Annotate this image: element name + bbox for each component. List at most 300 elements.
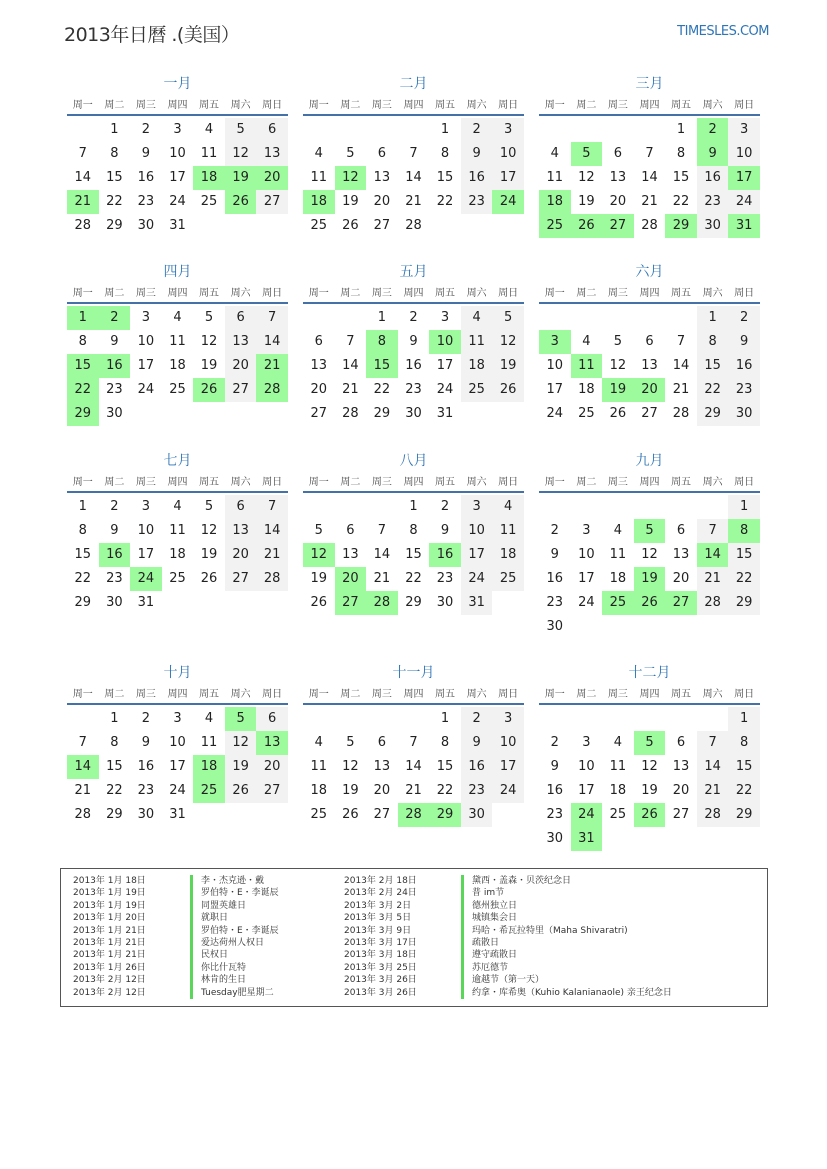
day-cell: 28 [641,218,658,233]
day-cell: 20 [225,543,257,567]
legend-holiday-name: 遵守疏散日 [461,949,517,961]
day-cell: 7 [346,334,355,349]
day-cell: 31 [461,591,493,615]
day-cell: 15 [405,547,422,562]
day-cell: 28 [74,807,92,822]
day-cell: 3 [461,495,493,519]
weekday-label: 周四 [639,288,660,299]
day-cell: 16 [405,358,422,373]
day-cell: 6 [256,707,288,731]
day-cell: 6 [613,146,623,161]
holiday-day-cell: 8 [728,519,760,543]
holiday-day-cell: 20 [634,378,666,402]
day-cell: 9 [141,735,151,750]
weekday-label: 周一 [544,100,565,111]
month-3 [539,72,760,238]
day-cell: 8 [697,330,729,354]
weekday-label: 周日 [262,689,283,700]
weekday-label: 周五 [199,689,220,700]
day-cell: 26 [492,378,524,402]
day-cell: 19 [492,354,524,378]
empty-cell [303,118,335,142]
weekday-label: 周三 [135,477,156,488]
weekday-label: 周一 [308,100,329,111]
day-cell: 2 [141,122,151,137]
day-cell: 31 [436,406,454,421]
day-cell: 11 [461,330,493,354]
day-cell: 29 [405,595,422,610]
day-cell: 11 [310,170,328,185]
day-cell: 13 [225,330,257,354]
empty-cell [665,306,697,330]
holiday-day-cell: 1 [67,306,99,330]
day-cell: 12 [492,330,524,354]
day-cell: 22 [436,783,454,798]
day-cell: 27 [225,567,257,591]
legend-holiday-name: 德州独立日 [461,900,517,912]
legend-date: 2013年 3月 25日 [344,962,417,973]
day-cell: 27 [672,807,690,822]
holiday-day-cell: 27 [602,214,634,238]
holiday-day-cell: 28 [366,591,398,615]
weekday-header [303,685,524,705]
day-cell: 25 [492,567,524,591]
day-cell: 5 [346,735,355,750]
day-cell: 23 [106,571,123,586]
day-cell: 22 [74,571,92,586]
day-cell: 7 [645,146,654,161]
day-cell: 10 [578,547,595,562]
brand-link[interactable]: TIMESLES.COM [677,24,769,39]
holiday-day-cell: 5 [571,142,603,166]
day-cell: 2 [440,499,450,514]
holiday-day-cell: 26 [634,803,666,827]
day-cell: 3 [141,499,151,514]
day-cell: 12 [342,759,359,774]
weekday-label: 周二 [104,689,125,700]
day-cell: 23 [461,779,493,803]
day-cell: 6 [314,334,323,349]
day-cell: 10 [546,358,564,373]
weekday-label: 周六 [702,689,723,700]
day-cell: 24 [546,406,564,421]
weekday-label: 周六 [230,477,251,488]
weekday-label: 周三 [371,100,392,111]
weekday-header [303,284,524,304]
day-cell: 27 [225,378,257,402]
weekday-label: 周二 [340,689,361,700]
day-cell: 2 [461,707,493,731]
legend-date: 2013年 1月 21日 [73,937,146,948]
weekday-label: 周一 [72,288,93,299]
day-cell: 24 [461,567,493,591]
day-cell: 10 [492,731,524,755]
day-cell: 5 [225,118,257,142]
day-cell: 24 [137,382,155,397]
day-cell: 19 [310,571,328,586]
legend-holiday-name: 玛哈・希瓦拉特里（Maha Shivaratri) [461,925,628,937]
day-cell: 26 [342,807,359,822]
day-cell: 11 [200,735,218,750]
day-cell: 15 [436,759,454,774]
day-cell: 23 [461,190,493,214]
day-cell: 3 [582,735,591,750]
day-cell: 7 [409,146,418,161]
day-cell: 4 [204,122,214,137]
empty-cell [67,707,99,731]
month-title: 一月 [163,76,192,92]
empty-cell [571,306,603,330]
day-cell: 12 [225,142,257,166]
day-cell: 5 [314,523,323,538]
weekday-label: 周二 [340,100,361,111]
day-cell: 6 [645,334,654,349]
day-cell: 9 [461,731,493,755]
holiday-day-cell: 15 [67,354,99,378]
day-cell: 17 [461,543,493,567]
legend-date: 2013年 3月 17日 [344,937,417,948]
day-cell: 10 [169,735,186,750]
day-cell: 27 [373,218,391,233]
holiday-day-cell: 18 [539,190,571,214]
holiday-day-cell: 21 [256,354,288,378]
legend-date: 2013年 2月 12日 [73,975,146,986]
weekday-label: 周五 [435,689,456,700]
weekday-label: 周五 [199,288,220,299]
day-grid [67,707,288,827]
day-cell: 22 [106,783,123,798]
holiday-day-cell: 19 [602,378,634,402]
day-cell: 1 [78,499,87,514]
day-cell: 12 [200,523,218,538]
day-cell: 27 [373,807,391,822]
weekday-label: 周二 [104,100,125,111]
day-cell: 4 [613,523,623,538]
holiday-day-cell: 19 [634,567,666,591]
day-cell: 17 [578,571,595,586]
day-cell: 21 [373,571,391,586]
day-cell: 24 [728,190,760,214]
month-1 [67,72,288,238]
weekday-label: 周日 [498,477,519,488]
month-6 [539,260,760,426]
weekday-label: 周六 [466,100,487,111]
day-cell: 14 [373,547,391,562]
day-cell: 21 [256,543,288,567]
weekday-label: 周一 [308,477,329,488]
holiday-day-cell: 29 [429,803,461,827]
day-cell: 6 [377,146,387,161]
weekday-label: 周四 [167,477,188,488]
holiday-day-cell: 21 [67,190,99,214]
day-cell: 1 [676,122,686,137]
holiday-day-cell: 25 [193,779,225,803]
day-cell: 12 [225,731,257,755]
month-title: 五月 [399,264,428,280]
day-cell: 19 [225,755,257,779]
month-title: 四月 [163,264,192,280]
day-cell: 15 [697,354,729,378]
holiday-day-cell: 20 [335,567,367,591]
day-cell: 24 [169,194,186,209]
day-cell: 11 [310,759,328,774]
day-cell: 21 [405,194,422,209]
weekday-label: 周五 [671,288,692,299]
day-cell: 21 [405,783,422,798]
weekday-label: 周五 [435,100,456,111]
day-cell: 28 [405,218,422,233]
day-cell: 9 [110,523,119,538]
legend-date: 2013年 2月 18日 [344,876,417,886]
weekday-label: 周二 [104,288,125,299]
holiday-day-cell: 16 [99,354,131,378]
legend-date: 2013年 1月 18日 [73,876,146,886]
holiday-day-cell: 29 [67,402,99,426]
day-cell: 6 [225,495,257,519]
day-cell: 20 [225,354,257,378]
weekday-label: 周三 [371,689,392,700]
legend-holiday-name: 罗伯特・E・李诞辰 [190,887,279,899]
empty-cell [335,495,367,519]
day-cell: 22 [728,567,760,591]
day-cell: 17 [169,170,186,185]
day-cell: 13 [225,519,257,543]
day-cell: 6 [676,735,686,750]
day-cell: 2 [409,310,418,325]
day-cell: 5 [492,306,524,330]
empty-cell [697,707,729,731]
holiday-day-cell: 12 [335,166,367,190]
day-cell: 10 [578,759,595,774]
day-cell: 13 [609,170,627,185]
empty-cell [539,707,571,731]
empty-cell [602,306,634,330]
day-cell: 8 [440,146,450,161]
weekday-label: 周一 [72,477,93,488]
day-cell: 24 [578,595,595,610]
day-cell: 1 [377,310,387,325]
day-cell: 7 [78,735,87,750]
day-cell: 24 [169,783,186,798]
empty-cell [665,707,697,731]
legend-holiday-name: 民权日 [190,949,228,961]
day-cell: 10 [461,519,493,543]
holiday-day-cell: 18 [193,755,225,779]
day-cell: 22 [697,378,729,402]
day-cell: 30 [106,595,123,610]
day-cell: 13 [342,547,359,562]
day-cell: 30 [728,402,760,426]
holiday-day-cell: 15 [366,354,398,378]
day-cell: 8 [409,523,418,538]
empty-cell [602,118,634,142]
day-cell: 3 [728,118,760,142]
day-cell: 15 [74,547,92,562]
day-cell: 24 [436,382,454,397]
day-cell: 14 [672,358,690,373]
holiday-legend [60,868,768,1007]
holiday-day-cell: 3 [539,330,571,354]
legend-holiday-name: Tuesday肥星期二 [190,987,274,999]
legend-date: 2013年 1月 19日 [73,888,146,899]
day-cell: 9 [141,146,151,161]
day-cell: 12 [609,358,627,373]
legend-date: 2013年 3月 26日 [344,975,417,986]
day-cell: 3 [492,118,524,142]
empty-cell [335,306,367,330]
legend-date: 2013年 3月 18日 [344,950,417,961]
weekday-label: 周二 [576,689,597,700]
weekday-label: 周三 [607,689,628,700]
day-cell: 1 [440,711,450,726]
weekday-header [67,96,288,116]
day-grid [67,306,288,426]
day-cell: 7 [676,334,686,349]
day-cell: 8 [110,735,119,750]
day-cell: 6 [676,523,686,538]
weekday-label: 周四 [639,689,660,700]
weekday-label: 周五 [671,477,692,488]
legend-holiday-name: 疏散日 [461,937,499,949]
empty-cell [602,707,634,731]
holiday-day-cell: 26 [634,591,666,615]
holiday-day-cell: 10 [429,330,461,354]
day-cell: 4 [314,146,323,161]
day-cell: 31 [169,807,186,822]
day-cell: 12 [641,759,658,774]
holiday-day-cell: 9 [697,142,729,166]
day-cell: 18 [578,382,595,397]
holiday-day-cell: 26 [571,214,603,238]
empty-cell [539,495,571,519]
weekday-header [539,284,760,304]
day-cell: 19 [200,358,218,373]
day-cell: 18 [169,547,186,562]
day-cell: 5 [204,310,214,325]
holiday-day-cell: 13 [256,731,288,755]
day-cell: 14 [74,170,92,185]
empty-cell [539,306,571,330]
empty-cell [398,118,430,142]
weekday-label: 周三 [135,689,156,700]
weekday-label: 周四 [639,477,660,488]
day-cell: 28 [672,406,690,421]
day-cell: 9 [728,330,760,354]
day-cell: 26 [225,779,257,803]
day-cell: 9 [550,547,559,562]
day-cell: 23 [137,783,155,798]
day-cell: 14 [697,755,729,779]
day-cell: 16 [697,166,729,190]
holiday-day-cell: 2 [697,118,729,142]
day-cell: 12 [578,170,595,185]
day-cell: 9 [440,523,450,538]
day-cell: 11 [169,523,186,538]
day-cell: 29 [697,402,729,426]
day-cell: 30 [546,831,564,846]
day-cell: 11 [609,759,627,774]
weekday-label: 周六 [230,288,251,299]
day-cell: 11 [200,146,218,161]
day-cell: 8 [676,146,686,161]
day-cell: 7 [697,519,729,543]
day-cell: 31 [169,218,186,233]
holiday-day-cell: 24 [571,803,603,827]
weekday-label: 周一 [308,689,329,700]
holiday-day-cell: 16 [429,543,461,567]
day-cell: 10 [137,523,155,538]
day-grid [67,495,288,615]
day-cell: 4 [204,711,214,726]
day-cell: 18 [461,354,493,378]
month-title: 十一月 [392,665,435,681]
legend-date: 2013年 3月 5日 [344,913,412,924]
day-cell: 27 [641,406,658,421]
day-cell: 30 [137,807,155,822]
day-grid [303,306,524,426]
weekday-label: 周二 [340,477,361,488]
day-cell: 18 [492,543,524,567]
day-grid [303,118,524,238]
weekday-label: 周一 [72,689,93,700]
month-title: 十月 [163,665,192,681]
day-cell: 17 [492,755,524,779]
legend-date: 2013年 1月 21日 [73,950,146,961]
legend-date: 2013年 3月 2日 [344,900,412,911]
holiday-day-cell: 28 [398,803,430,827]
holiday-day-cell: 19 [225,166,257,190]
day-cell: 13 [373,759,391,774]
day-cell: 19 [342,194,359,209]
legend-holiday-name: 你比什瓦特 [190,962,246,974]
day-cell: 1 [728,707,760,731]
weekday-label: 周一 [544,288,565,299]
month-10 [67,661,288,827]
day-cell: 29 [74,595,92,610]
day-cell: 9 [550,759,559,774]
day-cell: 1 [110,122,119,137]
day-cell: 2 [728,306,760,330]
weekday-label: 周三 [371,288,392,299]
day-cell: 29 [728,803,760,827]
day-cell: 20 [373,194,391,209]
weekday-label: 周三 [607,288,628,299]
day-cell: 25 [310,218,328,233]
weekday-label: 周三 [135,100,156,111]
empty-cell [366,118,398,142]
day-grid [539,707,760,851]
day-cell: 3 [492,707,524,731]
holiday-day-cell: 11 [571,354,603,378]
weekday-label: 周一 [308,288,329,299]
day-cell: 14 [342,358,359,373]
day-cell: 5 [204,499,214,514]
day-cell: 23 [405,382,422,397]
day-cell: 14 [256,519,288,543]
day-cell: 17 [169,759,186,774]
day-cell: 8 [110,146,119,161]
day-cell: 20 [672,571,690,586]
month-title: 十二月 [628,665,671,681]
day-cell: 30 [106,406,123,421]
day-cell: 21 [74,783,92,798]
day-cell: 6 [346,523,355,538]
day-cell: 13 [641,358,658,373]
day-cell: 30 [697,214,729,238]
month-title: 八月 [399,453,428,469]
month-9 [539,449,760,639]
day-cell: 9 [110,334,119,349]
